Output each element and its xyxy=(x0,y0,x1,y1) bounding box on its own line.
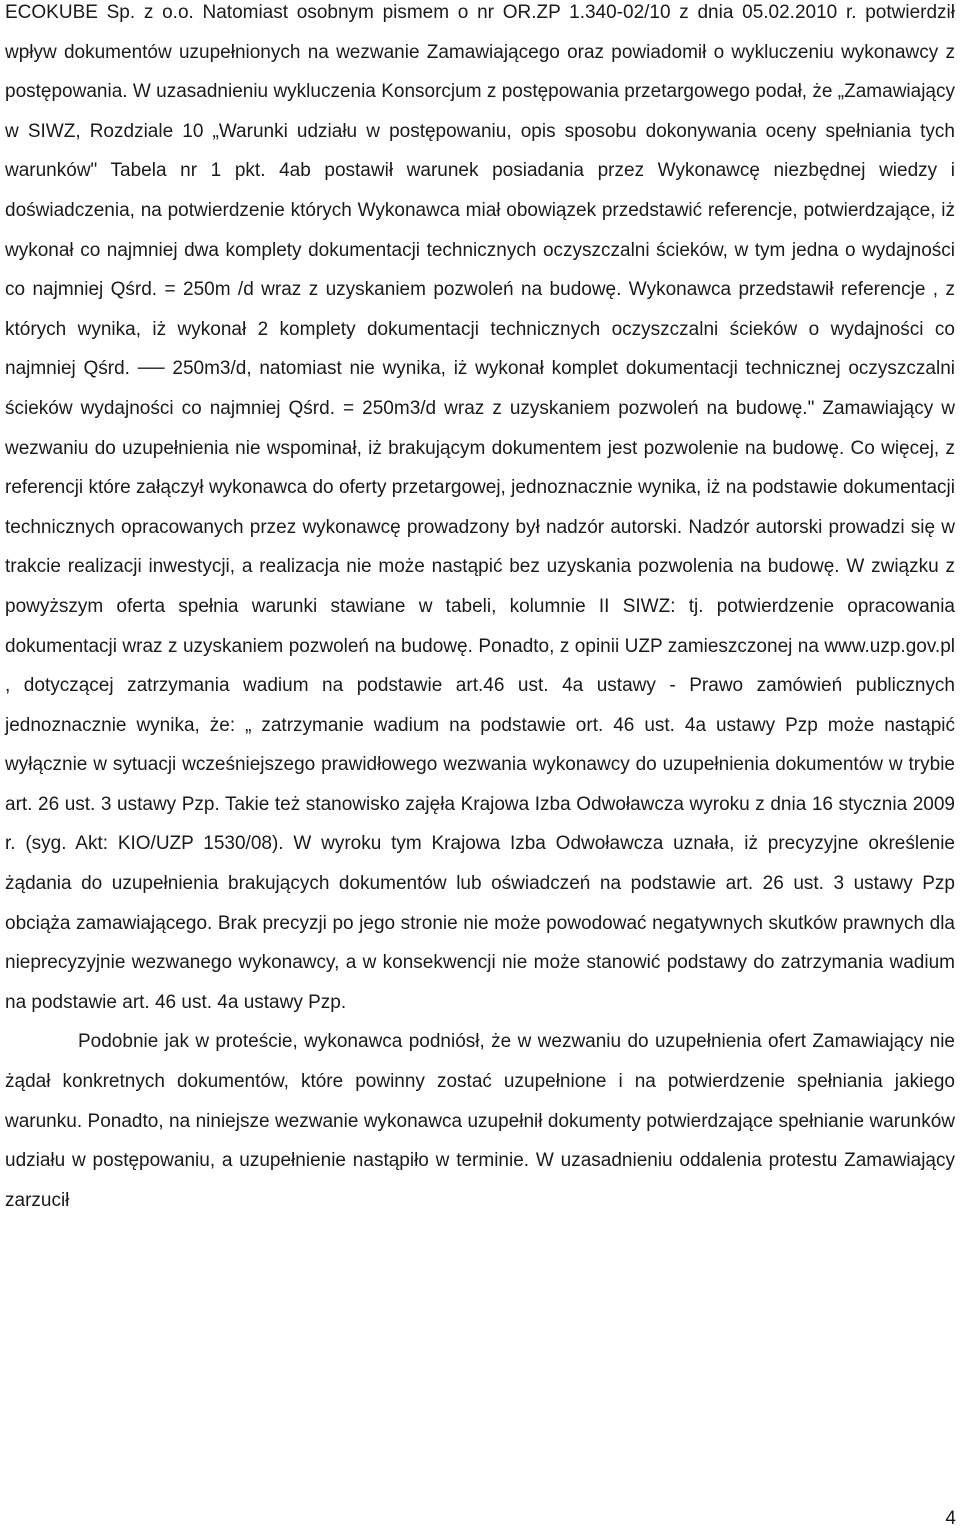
document-page xyxy=(5,0,955,1220)
body-paragraph-2: Podobnie jak w proteście, wykonawca podniósł, że w wezwaniu do uzupełnienia ofert Zamawiający nie żądał konkretnych dokumentów, które powinny zostać uzupełnione i na potwierdzenie spełniania jakiego warunku. Ponadto, na niniejsze wezwanie wykonawca uzupełnił dokumenty potwierdzające spełnianie warunków udziału w postępowaniu, a uzupełnienie nastąpiło w terminie. W uzasadnieniu oddalenia protestu Zamawiający zarzucił xyxy=(5,1031,955,1211)
page-number: 4 xyxy=(945,1508,956,1529)
body-paragraph-1: ECOKUBE Sp. z o.o. Natomiast osobnym pismem o nr OR.ZP 1.340-02/10 z dnia 05.02.2010 r. potwierdził wpływ dokumentów uzupełnionych na wezwanie Zamawiającego oraz powiadomił o wykluczeniu wykonawcy z postępowania. W uzasadnieniu wykluczenia Konsorcjum z postępowania przetargowego podał, że „Zamawiający w SIWZ, Rozdziale 10 „Warunki udziału w postępowaniu, opis sposobu dokonywania oceny spełniania tych warunków" Tabela nr 1 pkt. 4ab postawił warunek posiadania przez Wykonawcę niezbędnej wiedzy i doświadczenia, na potwierdzenie których Wykonawca miał obowiązek przedstawić referencje, potwierdzające, iż wykonał co najmniej dwa komplety dokumentacji technicznych oczyszczalni ścieków, w tym jedna o wydajności co najmniej Qśrd. = 250m /d wraz z uzyskaniem pozwoleń na budowę. Wykonawca przedstawił referencje , z których wynika, iż wykonał 2 komplety dokumentacji technicznych oczyszczalni ścieków o wydajności co najmniej Qśrd. ── 250m3/d, natomiast nie wynika, iż wykonał komplet dokumentacji technicznej oczyszczalni ścieków wydajności co najmniej Qśrd. = 250m3/d wraz z uzyskaniem pozwoleń na budowę." Zamawiający w wezwaniu do uzupełnienia nie wspominał, iż brakującym dokumentem jest pozwolenie na budowę. Co więcej, z referencji które załączył wykonawca do oferty przetargowej, jednoznacznie wynika, iż na podstawie dokumentacji technicznych opracowanych przez wykonawcę prowadzony był nadzór autorski. Nadzór autorski prowadzi się w trakcie realizacji inwestycji, a realizacja nie może nastąpić bez uzyskania pozwolenia na budowę. W związku z powyższym oferta spełnia warunki stawiane w tabeli, kolumnie II SIWZ: tj. potwierdzenie opracowania dokumentacji wraz z uzyskaniem pozwoleń na budowę. Ponadto, z opinii UZP zamieszczonej na www.uzp.gov.pl , dotyczącej zatrzymania wadium na podstawie art.46 ust. 4a ustawy - Prawo zamówień publicznych jednoznacznie wynika, że: „ zatrzymanie wadium na podstawie ort. 46 ust. 4a ustawy Pzp może nastąpić wyłącznie w sytuacji wcześniejszego prawidłowego wezwania wykonawcy do uzupełnienia dokumentów w trybie art. 26 ust. 3 ustawy Pzp. Takie też stanowisko zajęła Krajowa Izba Odwoławcza wyroku z dnia 16 stycznia 2009 r. (syg. Akt: KIO/UZP 1530/08). W wyroku tym Krajowa Izba Odwoławcza uznała, iż precyzyjne określenie żądania do uzupełnienia brakujących dokumentów lub oświadczeń na podstawie art. 26 ust. 3 ustawy Pzp obciąża zamawiającego. Brak precyzji po jego stronie nie może powodować negatywnych skutków prawnych dla nieprecyzyjnie wezwanego wykonawcy, a w konsekwencji nie może stanowić podstawy do zatrzymania wadium na podstawie art. 46 ust. 4a ustawy Pzp. xyxy=(5,2,955,1013)
